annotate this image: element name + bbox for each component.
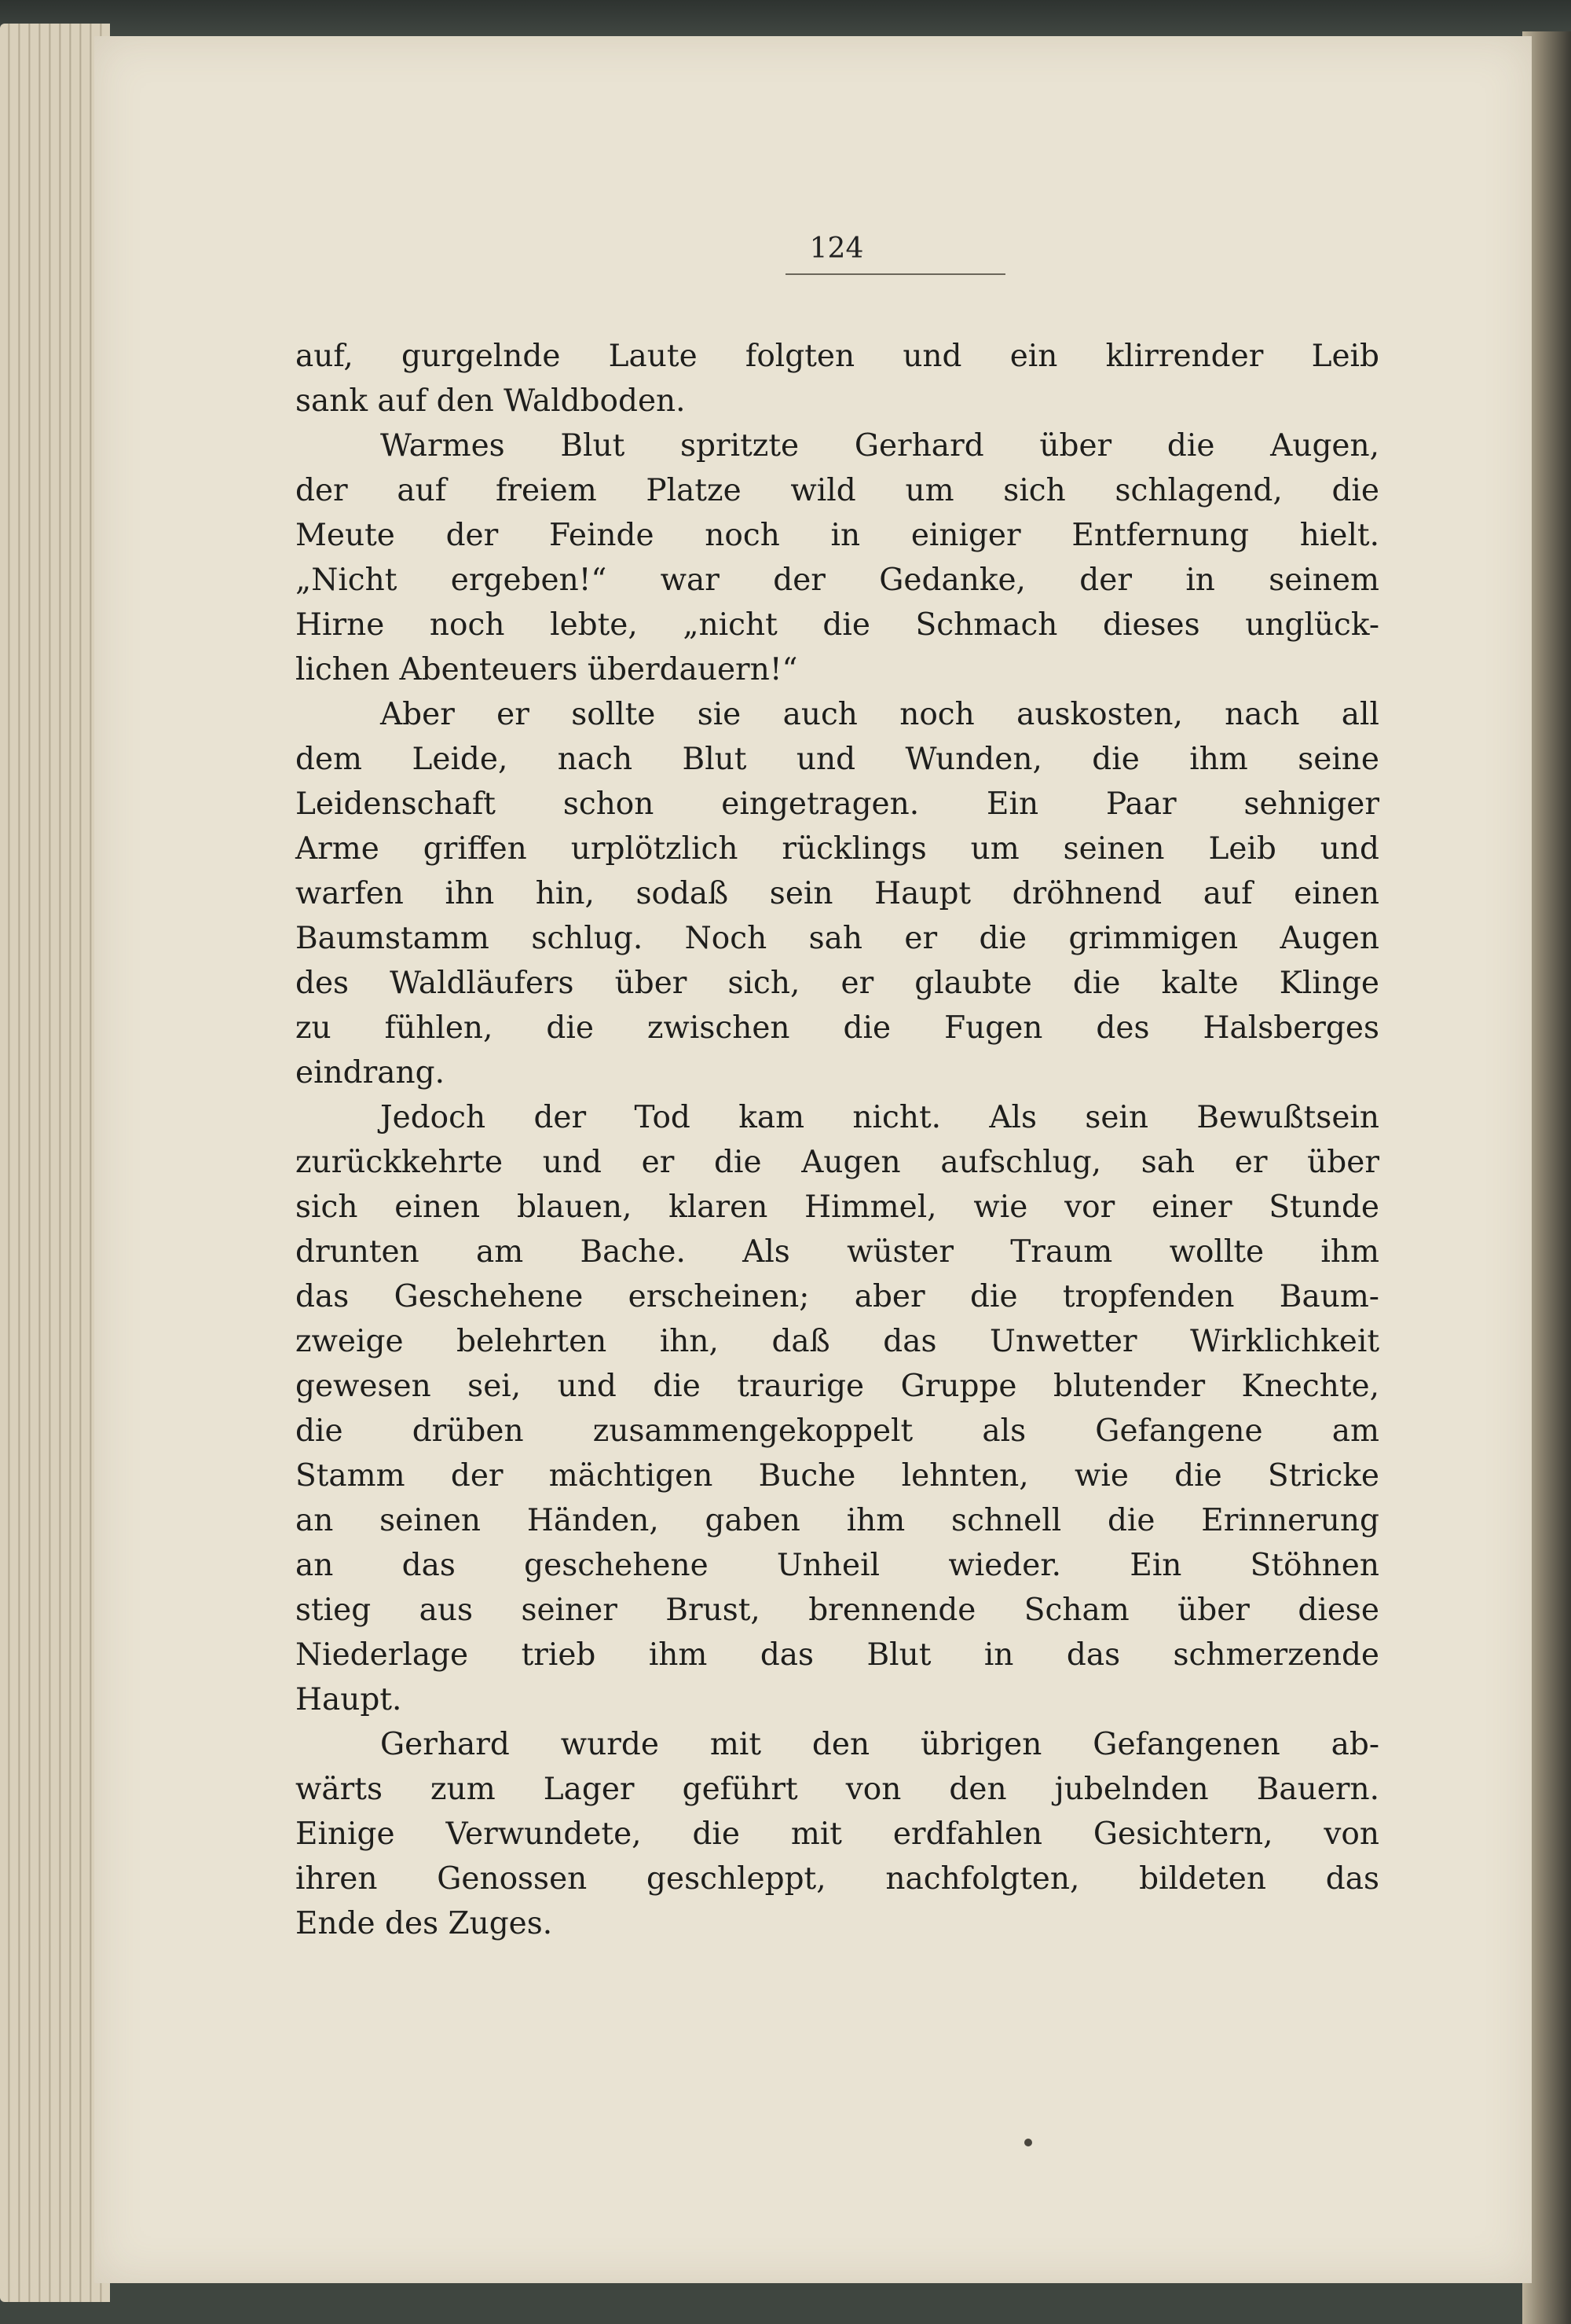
- text-line: Stamm der mächtigen Buche lehnten, wie die Stricke: [295, 1458, 1379, 1494]
- text-line: Arme griffen urplötzlich rücklings um seinen Leib und: [295, 831, 1379, 867]
- text-line: wärts zum Lager geführt von den jubelnden Bauern.: [295, 1772, 1379, 1807]
- text-line: drunten am Bache. Als wüster Traum wollte ihm: [295, 1234, 1379, 1270]
- text-line: dem Leide, nach Blut und Wunden, die ihm seine: [295, 742, 1379, 777]
- text-line: Niederlage trieb ihm das Blut in das schmerzende: [295, 1637, 1379, 1673]
- text-line: das Geschehene erscheinen; aber die tropfenden Baum-: [295, 1279, 1379, 1314]
- text-line: Jedoch der Tod kam nicht. Als sein Bewußtsein: [380, 1100, 1379, 1135]
- text-line: stieg aus seiner Brust, brennende Scham über diese: [295, 1593, 1379, 1628]
- text-line: Warmes Blut spritzte Gerhard über die Augen,: [380, 428, 1379, 464]
- text-line: der auf freiem Platze wild um sich schlagend, die: [295, 473, 1379, 508]
- ink-speck: [1024, 2139, 1032, 2146]
- text-line: zweige belehrten ihn, daß das Unwetter Wirklichkeit: [295, 1324, 1379, 1359]
- text-line: Leidenschaft schon eingetragen. Ein Paar sehniger: [295, 786, 1379, 822]
- text-line: Gerhard wurde mit den übrigen Gefangenen ab-: [380, 1727, 1379, 1762]
- body-text: [295, 334, 1379, 1946]
- text-line: Baumstamm schlug. Noch sah er die grimmigen Augen: [295, 921, 1379, 956]
- text-line: Aber er sollte sie auch noch auskosten, nach all: [380, 697, 1379, 732]
- text-line: des Waldläufers über sich, er glaubte die kalte Klinge: [295, 966, 1379, 1001]
- text-line: „Nicht ergeben!“ war der Gedanke, der in seinem: [295, 563, 1379, 598]
- text-line: an seinen Händen, gaben ihm schnell die Erinnerung: [295, 1503, 1379, 1538]
- text-line: zurückkehrte und er die Augen aufschlug, sah er über: [295, 1145, 1379, 1180]
- text-line: an das geschehene Unheil wieder. Ein Stöhnen: [295, 1548, 1379, 1583]
- page-number: 124: [809, 233, 864, 265]
- text-line: ihren Genossen geschleppt, nachfolgten, bildeten das: [295, 1861, 1379, 1897]
- text-line: sich einen blauen, klaren Himmel, wie vor einer Stunde: [295, 1189, 1379, 1225]
- text-line: Einige Verwundete, die mit erdfahlen Gesichtern, von: [295, 1816, 1379, 1852]
- text-line: lichen Abenteuers überdauern!“: [295, 652, 798, 687]
- text-line: warfen ihn hin, sodaß sein Haupt dröhnend auf einen: [295, 876, 1379, 911]
- text-line: die drüben zusammengekoppelt als Gefangene am: [295, 1413, 1379, 1449]
- text-line: eindrang.: [295, 1055, 445, 1091]
- text-line: auf, gurgelnde Laute folgten und ein klirrender Leib: [295, 339, 1379, 374]
- text-line: Ende des Zuges.: [295, 1906, 553, 1941]
- text-line: Meute der Feinde noch in einiger Entfernung hielt.: [295, 518, 1379, 553]
- page-number-rule: [786, 273, 1005, 275]
- text-line: Haupt.: [295, 1682, 402, 1717]
- text-line: zu fühlen, die zwischen die Fugen des Halsberges: [295, 1010, 1379, 1046]
- text-line: Hirne noch lebte, „nicht die Schmach dieses unglück-: [295, 607, 1379, 643]
- book-page-edges: [0, 24, 110, 2302]
- text-line: gewesen sei, und die traurige Gruppe blutender Knechte,: [295, 1369, 1379, 1404]
- text-line: sank auf den Waldboden.: [295, 383, 686, 419]
